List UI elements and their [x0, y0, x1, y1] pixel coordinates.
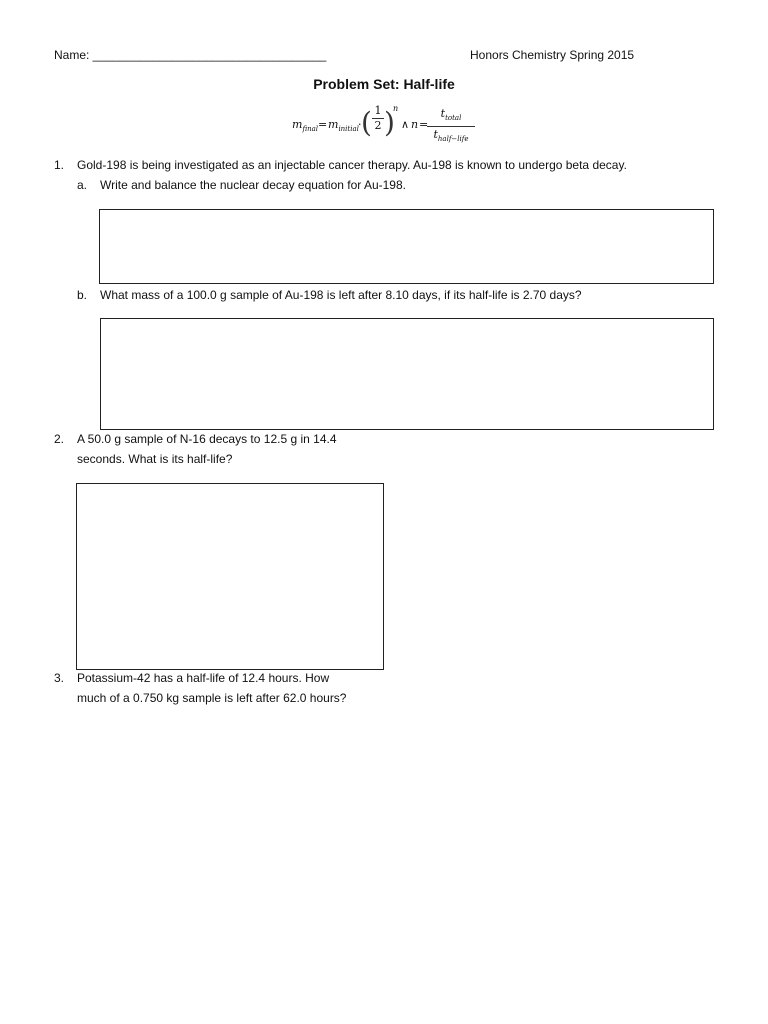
question-2 [54, 432, 454, 468]
question-text-line-1: A 50.0 g sample of N-16 decays to 12.5 g in 14.4 [77, 432, 337, 446]
question-text-line-2: much of a 0.750 kg sample is left after 62.0 hours? [77, 691, 347, 705]
part-label: a. [77, 178, 88, 192]
question-1b [77, 288, 757, 304]
question-text: Gold-198 is being investigated as an injectable cancer therapy. Au-198 is known to undergo beta decay. [77, 158, 627, 172]
name-field-label: Name: ___________________________________ [54, 48, 327, 62]
part-text: Write and balance the nuclear decay equation for Au-198. [100, 178, 406, 192]
part-text: What mass of a 100.0 g sample of Au-198 is left after 8.10 days, if its half-life is 2.70 days? [100, 288, 582, 302]
exponent-n: n [393, 104, 399, 113]
wedge-symbol: ∧ [401, 118, 410, 131]
page-title: Problem Set: Half-life [313, 76, 455, 92]
question-number: 3. [54, 671, 65, 685]
n-variable: n [411, 118, 419, 131]
question-text-line-2: seconds. What is its half-life? [77, 452, 233, 466]
question-3 [54, 671, 454, 707]
answer-box-1a[interactable] [99, 209, 714, 284]
course-title: Honors Chemistry Spring 2015 [470, 48, 635, 62]
question-number: 1. [54, 158, 65, 172]
question-number: 2. [54, 432, 65, 446]
question-1a [77, 178, 757, 194]
time-ratio-fraction: $t_{total}$ $t_{half-life}$ [427, 106, 475, 147]
one-half-fraction: $\frac{1}{2}$ [372, 104, 384, 133]
equals-sign: = [318, 118, 328, 131]
left-paren: ( [361, 106, 372, 139]
answer-box-1b[interactable] [100, 318, 714, 430]
equals-sign-2: = [419, 118, 429, 131]
multiply-dot: · [358, 118, 362, 131]
part-label: b. [77, 288, 88, 302]
question-text-line-1: Potassium-42 has a half-life of 12.4 hours. How [77, 671, 330, 685]
m-initial: $m_{initial}$ [328, 118, 359, 133]
answer-box-2[interactable] [76, 483, 384, 670]
half-life-formula [292, 104, 492, 148]
question-1 [54, 158, 754, 174]
right-paren: ) [384, 106, 395, 139]
m-final: $m_{final}$ [292, 118, 319, 133]
